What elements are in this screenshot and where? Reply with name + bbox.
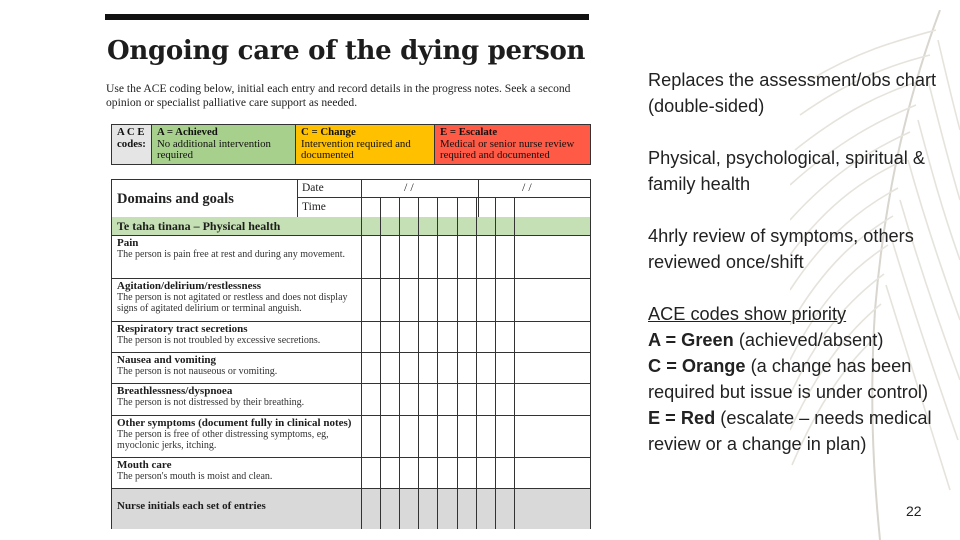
grid-row-nurse-initials <box>112 489 590 529</box>
note-health-domains: Physical, psychological, spiritual & family health <box>648 148 925 194</box>
row-goal: The person is not agitated or restless and does not display signs of agitated delirium or terminal anguish. <box>117 292 348 314</box>
note-review-frequency: 4hrly review of symptoms, others reviewed once/shift <box>648 226 914 272</box>
ace-key-achieved <box>152 125 296 164</box>
grid-row-mouth-care <box>112 458 590 489</box>
section-label: Te taha tinana – Physical health <box>117 219 281 233</box>
care-chart-image <box>103 0 593 540</box>
ace-key-change <box>296 125 435 164</box>
row-title: Nurse initials each set of entries <box>117 500 266 512</box>
ace-a-head: A = Achieved <box>157 126 218 138</box>
grid-row-breathlessness <box>112 384 590 416</box>
ace-key-escalate <box>435 125 590 164</box>
date-label: Date <box>302 182 324 194</box>
domains-label: Domains and goals <box>117 191 234 207</box>
grid-row-agitation <box>112 279 590 322</box>
date-entry-1: / / <box>404 180 414 194</box>
row-title: Respiratory tract secretions <box>117 323 248 335</box>
header-divider <box>297 197 591 198</box>
ace-c-head: C = Change <box>301 126 356 138</box>
grid-group-line <box>297 180 298 217</box>
chart-instructions: Use the ACE coding below, initial each entry and record details in the progress notes. Seek a second opinion or specialist palliative care support as needed. <box>106 82 571 109</box>
row-goal: The person is pain free at rest and during any movement. <box>117 249 345 260</box>
row-goal: The person is free of other distressing symptoms, eg, myoclonic jerks, itching. <box>117 429 329 451</box>
grid-column-line <box>361 197 362 529</box>
grid-column-line <box>495 197 496 529</box>
date-entry-2: / / <box>522 180 532 194</box>
grid-group-line <box>478 180 479 217</box>
chart-title: Ongoing care of the dying person <box>107 36 586 66</box>
row-title: Other symptoms (document fully in clinical notes) <box>117 417 352 429</box>
row-title: Agitation/delirium/restlessness <box>117 280 262 292</box>
note-ace-codes <box>648 301 948 457</box>
page-number: 22 <box>906 503 922 519</box>
row-goal: The person is not distressed by their breathing. <box>117 397 305 408</box>
grid-column-line <box>399 197 400 529</box>
row-goal: The person is not troubled by excessive secretions. <box>117 335 321 346</box>
row-title: Nausea and vomiting <box>117 354 217 366</box>
grid-row-pain <box>112 236 590 279</box>
grid-header <box>112 180 590 218</box>
time-label: Time <box>302 201 326 213</box>
ace-e-desc: (escalate – needs medical review or a change in plan) <box>648 408 932 454</box>
chart-top-rule <box>105 14 589 20</box>
ace-c-desc: (a change has been required but issue is under control) <box>648 356 929 402</box>
grid-row-secretions <box>112 322 590 353</box>
grid-row-nausea <box>112 353 590 384</box>
ace-a-desc: (achieved/absent) <box>733 330 884 350</box>
grid-column-line <box>457 197 458 529</box>
slide-notes <box>648 67 948 457</box>
row-title: Breathlessness/dyspnoea <box>117 385 233 397</box>
ace-e-text: Medical or senior nurse review required and documented <box>440 137 575 161</box>
assessment-grid <box>111 179 591 529</box>
ace-codes-heading: ACE codes show priority <box>648 304 847 324</box>
row-goal: The person is not nauseous or vomiting. <box>117 366 278 377</box>
ace-a-label: A = Green <box>648 330 734 350</box>
grid-row-other-symptoms <box>112 416 590 458</box>
row-goal: The person's mouth is moist and clean. <box>117 471 273 482</box>
ace-e-head: E = Escalate <box>440 126 498 138</box>
grid-column-line <box>476 197 477 529</box>
ace-key-label: A C E codes: <box>112 125 152 164</box>
grid-column-line <box>437 197 438 529</box>
ace-a-text: No additional intervention required <box>157 137 271 161</box>
grid-column-line <box>380 197 381 529</box>
ace-e-label: E = Red <box>648 408 716 428</box>
section-physical-health <box>112 217 590 236</box>
ace-key <box>111 124 591 165</box>
grid-column-line <box>514 197 515 529</box>
note-replaces-chart: Replaces the assessment/obs chart (double-sided) <box>648 70 937 116</box>
row-title: Mouth care <box>117 459 172 471</box>
row-title: Pain <box>117 237 139 249</box>
ace-c-text: Intervention required and documented <box>301 137 411 161</box>
grid-column-line <box>418 197 419 529</box>
grid-column-line <box>361 180 362 197</box>
ace-c-label: C = Orange <box>648 356 746 376</box>
